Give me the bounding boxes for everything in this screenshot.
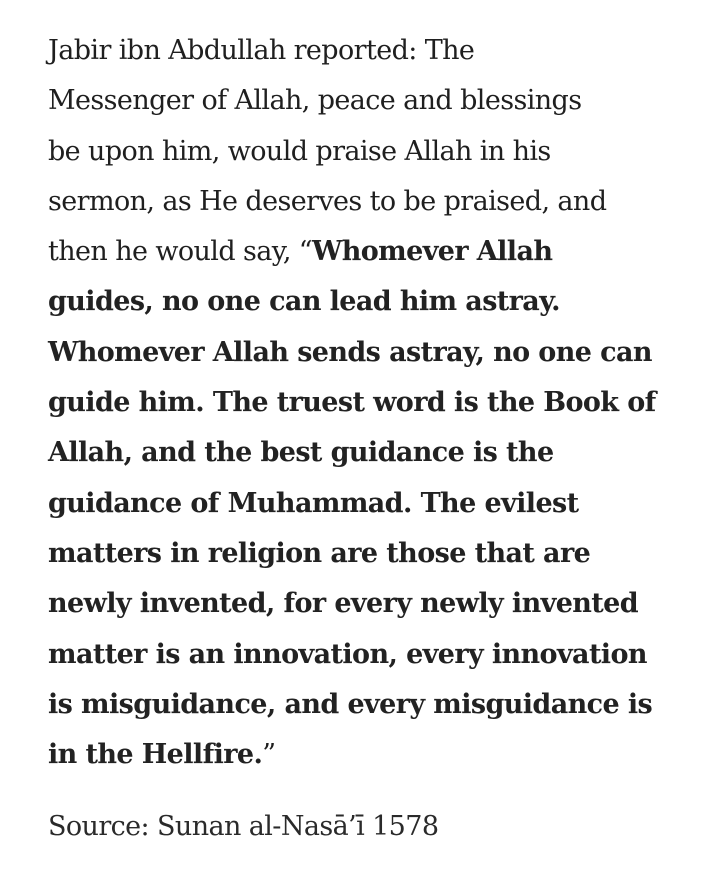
quote-line-8: matter is an innovation, every innovation (48, 638, 647, 670)
quote-line-5: guidance of Muhammad. The evilest (48, 487, 579, 519)
narration-line-2: Messenger of Allah, peace and blessings (48, 85, 582, 117)
quote-line-3: guide him. The truest word is the Book of (48, 387, 656, 419)
hadith-text (48, 26, 688, 780)
narration-line-4: sermon, as He deserves to be praised, and (48, 185, 607, 217)
quote-line-9: is misguidance, and every misguidance is (48, 688, 653, 720)
narration-line-5 (48, 227, 688, 277)
quote-line-4: Allah, and the best guidance is the (48, 437, 554, 469)
quote-line-6: matters in religion are those that are (48, 537, 591, 569)
narration-line-3: be upon him, would praise Allah in his (48, 135, 551, 167)
source-citation: Source: Sunan al-Nasā’ī 1578 (48, 811, 439, 843)
quote-end: in the Hellfire. (48, 739, 263, 771)
quote-line-7: newly invented, for every newly invented (48, 588, 639, 620)
hadith-article (48, 26, 688, 852)
narration-line-1: Jabir ibn Abdullah reported: The (48, 35, 475, 66)
quote-line-10 (48, 730, 688, 780)
closing-quote-mark: ” (262, 739, 276, 771)
narration-lead-in: then he would say, “ (48, 236, 312, 268)
quote-line-1: guides, no one can lead him astray. (48, 286, 560, 318)
quote-start: Whomever Allah (312, 236, 553, 268)
quote-line-2: Whomever Allah sends astray, no one can (48, 336, 652, 368)
